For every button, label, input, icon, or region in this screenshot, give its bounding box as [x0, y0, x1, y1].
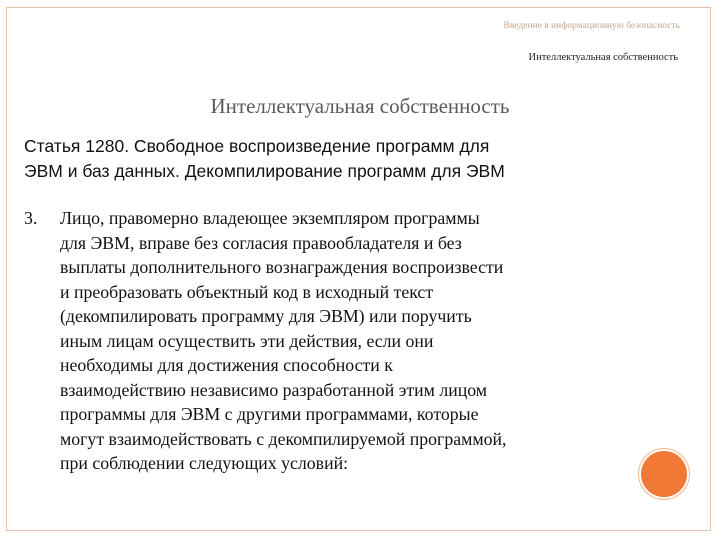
- article-heading-line: Статья 1280. Свободное воспроизведение программ для: [24, 136, 490, 156]
- article-heading-line: ЭВМ и баз данных. Декомпилирование программ для ЭВМ: [24, 161, 505, 181]
- paragraph-line: Лицо, правомерно владеющее экземпляром программы: [60, 208, 480, 228]
- paragraph-line: при соблюдении следующих условий:: [60, 453, 349, 473]
- course-header: Введение в информационную безопасность: [503, 21, 680, 31]
- paragraph-line: необходимы для достижения способности к: [60, 355, 393, 375]
- decorative-circle: [639, 449, 689, 499]
- paragraph-line: программы для ЭВМ с другими программами, которые: [60, 404, 479, 424]
- paragraph-line: иным лицам осуществить эти действия, если они: [60, 330, 434, 351]
- paragraph-text: [60, 206, 674, 476]
- topic-header: Интеллектуальная собственность: [528, 52, 678, 63]
- paragraph-3: [24, 206, 674, 476]
- paragraph-line: взаимодействию независимо разработанной этим лицом: [60, 379, 488, 400]
- article-heading: [24, 134, 674, 184]
- paragraph-line: (декомпилировать программу для ЭВМ) или поручить: [60, 306, 472, 326]
- paragraph-line: для ЭВМ, вправе без согласия правообладателя и без: [60, 232, 462, 253]
- paragraph-line: и преобразовать объектный код в исходный текст: [60, 281, 434, 302]
- slide-title: Интеллектуальная собственность: [210, 94, 510, 118]
- paragraph-line: могут взаимодействовать с декомпилируемой программой,: [60, 428, 507, 449]
- paragraph-number: 3.: [24, 208, 38, 228]
- paragraph-line: выплаты дополнительного вознаграждения воспроизвести: [60, 257, 504, 277]
